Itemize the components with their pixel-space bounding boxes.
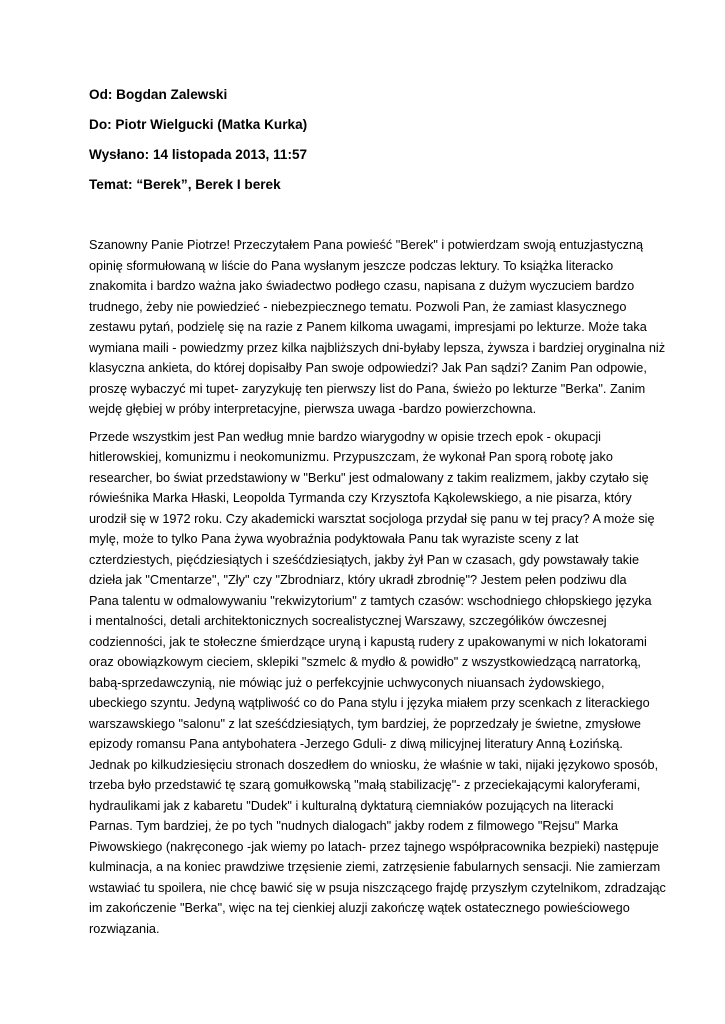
to-line: Do: Piotr Wielgucki (Matka Kurka) xyxy=(89,117,308,132)
from-line: Od: Bogdan Zalewski xyxy=(89,87,228,102)
text-line: i mentalności, detali architektonicznych socrealistycznej Warszawy, szczegółików ówczesnej xyxy=(89,614,607,628)
text-line: kulminacja, a na koniec prawdziwe trzęsienie ziemi, zatrzęsienie fabularnych sensacji. Nie zamierzam xyxy=(89,860,661,874)
text-line: dzieła jak "Cmentarze", "Zły" czy "Zbrodniarz, który ukradł zbrodnię"? Jestem pełen podziwu dla xyxy=(89,573,627,587)
text-line: rówieśnika Marka Hłaski, Leopolda Tyrmanda czy Krzysztofa Kąkolewskiego, a nie pisarza, który xyxy=(89,491,632,505)
text-line: researcher, bo świat przedstawiony w "Berku" jest odmalowany z takim realizmem, jakby czytało się xyxy=(89,470,649,485)
text-line: klasyczna ankieta, do której dopisałby Pan swoje odpowiedzi? Jak Pan sądzi? Zanim Pan odpowie, xyxy=(89,361,647,375)
email-header xyxy=(89,86,649,206)
text-line: Pana talentu w odmalowywaniu "rekwizytorium" z tamtych czasów: wschodniego chłopskiego języka xyxy=(89,593,652,608)
paragraph xyxy=(89,235,666,420)
text-line: im zakończenie "Berka", więc na tej cienkiej aluzji zakończę wątek ostatecznego powieściowego xyxy=(89,901,630,915)
sent-line: Wysłano: 14 listopada 2013, 11:57 xyxy=(89,147,308,162)
subject-line: Temat: “Berek”, Berek I berek xyxy=(89,177,281,192)
text-line: rozwiązania. xyxy=(89,921,160,936)
text-line: ubeckiego szyntu. Jedyną wątpliwość co do Pana stylu i języka miałem przy scenkach z literackiego xyxy=(89,696,650,710)
text-line: Jednak po kilkudziesięciu stronach doszedłem do wniosku, że właśnie w taki, nijaki językowo sposób, xyxy=(89,757,659,772)
text-line: wymiana maili - powiedzmy przez kilka najbliższych dni-byłaby lepsza, żywsza i bardziej oryginalna niż xyxy=(89,340,666,355)
text-line: opinię sformułowaną w liście do Pana wysłanym jeszcze podczas lektury. To książka literacko xyxy=(89,258,614,273)
text-line: trudnego, żeby nie powiedzieć - niebezpiecznego tematu. Pozwoli Pan, że zamiast klasycznego xyxy=(89,299,627,314)
text-line: trzeba było przedstawić tę szarą gomułkowską "małą stabilizację"- z przeciekającymi kaloryferami, xyxy=(89,778,641,792)
text-line: hydraulikami jak z kabaretu "Dudek" i kulturalną dyktaturą ciemniaków pozujących na literacki xyxy=(89,798,614,813)
text-line: Piwowskiego (nakręconego -jak wiemy po latach- przez tajnego współpracownika bezpieki) następuje xyxy=(89,839,659,854)
text-line: mylę, może to tylko Pana żywa wyobraźnia podyktowała Panu tak wyraziste sceny z lat xyxy=(89,532,579,546)
text-line: zestawu pytań, podzielę się na razie z Panem kilkoma uwagami, impresjami po lekturze. Może taka xyxy=(89,320,647,334)
text-line: oraz obowiązkowym cieciem, sklepiki "szmelc & mydło & powidło" z wszystkowiedzącą narratorką, xyxy=(89,655,641,669)
text-line: warszawskiego "salonu" z lat sześćdziesiątych, tym bardziej, że poprzedzały je świetne, zmysłowe xyxy=(89,716,641,731)
text-line: codzienności, jak te stołeczne śmierdzące uryną i kapustą rudery z upakowanymi w nich lokatorami xyxy=(89,634,647,649)
text-line: czterdziestych, pięćdziesiątych i sześćdziesiątych, jakby żył Pan w czasach, gdy powstawały takie xyxy=(89,552,640,567)
text-line: Przede wszystkim jest Pan według mnie bardzo wiarygodny w opisie trzech epok - okupacji xyxy=(89,429,601,444)
text-line: znakomita i bardzo ważna jako świadectwo podłego czasu, napisana z dużym wyczuciem bardzo xyxy=(89,279,635,293)
text-line: urodził się w 1972 roku. Czy akademicki warsztat socjologa przydał się panu w tej pracy? A może się xyxy=(89,511,655,526)
letter-body xyxy=(89,235,666,939)
text-line: epizody romansu Pana antybohatera -Jerzego Gduli- z diwą milicyjnej literatury Anną Łozińską. xyxy=(89,737,623,751)
text-line: Szanowny Panie Piotrze! Przeczytałem Pana powieść "Berek" i potwierdzam swoją entuzjastyczną xyxy=(89,238,644,252)
text-line: wstawiać tu spoilera, nie chcę bawić się w psuja niszczącego frajdę przyszłym czytelnikom, zdradzając xyxy=(89,880,666,895)
text-line: proszę wybaczyć mi tupet- zaryzykuję ten pierwszy list do Pana, świeżo po lekturze "Berka". Zanim xyxy=(89,381,646,396)
text-line: Parnas. Tym bardziej, że po tych "nudnych dialogach" jakby rodem z filmowego "Rejsu" Marka xyxy=(89,819,619,833)
text-line: hitlerowskiej, komunizmu i neokomunizmu. Przypuszczam, że wykonał Pan sporą robotę jako xyxy=(89,450,613,464)
paragraph xyxy=(89,427,666,940)
text-line: babą-sprzedawczynią, nie mówiąc już o perfekcyjnie uchwyconych niuansach żydowskiego, xyxy=(89,675,605,690)
text-line: wejdę głębiej w próby interpretacyjne, pierwsza uwaga -bardzo powierzchowna. xyxy=(89,402,537,416)
